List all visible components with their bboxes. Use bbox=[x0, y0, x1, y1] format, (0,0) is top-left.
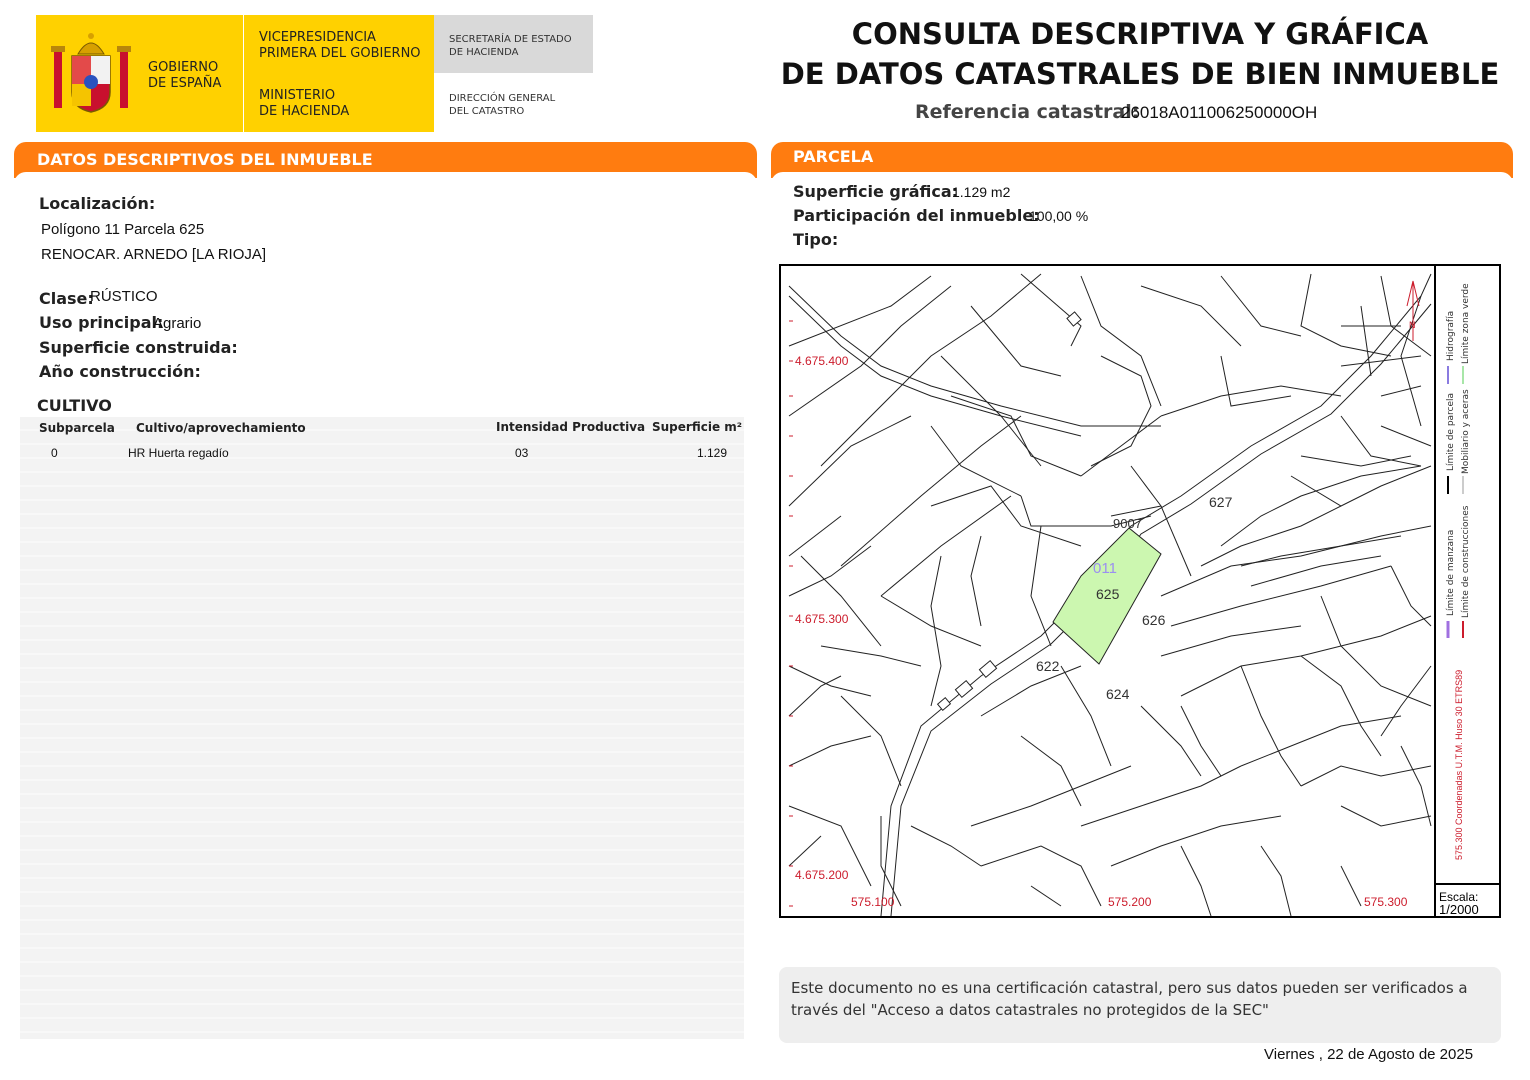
polygon-label: 011 bbox=[1093, 560, 1117, 577]
cadastral-map[interactable] bbox=[779, 264, 1501, 918]
location-line2: RENOCAR. ARNEDO [LA RIOJA] bbox=[41, 246, 267, 263]
location-line1: Polígono 11 Parcela 625 bbox=[41, 221, 205, 238]
class-label: Clase: bbox=[39, 289, 94, 308]
legend-limite-parcela: Límite de parcela bbox=[1446, 392, 1456, 471]
legend-zona-verde: Límite zona verde bbox=[1461, 283, 1471, 364]
area-label: Superficie gráfica: bbox=[793, 182, 959, 201]
legend-limite-manzana: Límite de manzana bbox=[1446, 529, 1456, 616]
table-header-cultivo: Cultivo/aprovechamiento bbox=[136, 421, 306, 435]
gobierno-label: GOBIERNO DE ESPAÑA bbox=[148, 60, 222, 91]
svg-text:N: N bbox=[1409, 320, 1416, 330]
share-label: Participación del inmueble: bbox=[793, 206, 1040, 225]
coat-of-arms-icon bbox=[48, 28, 134, 118]
table-cell-subparcela: 0 bbox=[51, 446, 58, 460]
coord-system-label: 575.300 Coordenadas U.T.M. Huso 30 ETRS89 bbox=[1454, 669, 1464, 860]
table-cell-superficie: 1.129 bbox=[697, 446, 728, 460]
legend-mobiliario: Mobiliario y aceras bbox=[1461, 389, 1471, 474]
page-title-line1: CONSULTA DESCRIPTIVA Y GRÁFICA bbox=[851, 17, 1429, 51]
descriptive-section-title: DATOS DESCRIPTIVOS DEL INMUEBLE bbox=[37, 150, 373, 169]
type-label: Tipo: bbox=[793, 230, 839, 249]
parcel-label: 627 bbox=[1209, 494, 1233, 510]
scale-value: 1/2000 bbox=[1439, 902, 1479, 917]
table-cell-cultivo: HR Huerta regadío bbox=[128, 446, 229, 460]
table-header-subparcela: Subparcela bbox=[39, 421, 115, 435]
parcel-label: 624 bbox=[1106, 686, 1130, 702]
direccion-catastro-label: DIRECCIÓN GENERAL DEL CATASTRO bbox=[449, 93, 556, 117]
table-header-superficie: Superficie m² bbox=[652, 420, 743, 434]
area-value: 1.129 m2 bbox=[952, 184, 1011, 200]
ministerio-label: MINISTERIO DE HACIENDA bbox=[259, 88, 350, 119]
ref-catastral-label: Referencia catastral: bbox=[915, 101, 1140, 123]
ref-catastral-value: 26018A011006250000OH bbox=[1121, 103, 1318, 122]
parcel-label: 622 bbox=[1036, 658, 1060, 674]
use-label: Uso principal: bbox=[39, 313, 164, 332]
logo-divider bbox=[243, 15, 244, 132]
document-date: Viernes , 22 de Agosto de 2025 bbox=[1264, 1046, 1474, 1063]
coord-x-label: 575.200 bbox=[1108, 895, 1152, 909]
coord-y-label: 4.675.200 bbox=[795, 868, 849, 882]
page-title-line2: DE DATOS CATASTRALES DE BIEN INMUEBLE bbox=[780, 57, 1500, 91]
class-value: RÚSTICO bbox=[90, 288, 158, 305]
coord-y-label: 4.675.300 bbox=[795, 612, 849, 626]
cultivo-table bbox=[20, 417, 744, 1039]
parcela-section-title: PARCELA bbox=[793, 147, 874, 166]
use-value: Agrario bbox=[153, 315, 202, 332]
table-header-intensidad: Intensidad Productiva bbox=[496, 420, 646, 434]
location-label: Localización: bbox=[39, 194, 156, 213]
share-value: 100,00 % bbox=[1029, 208, 1089, 224]
coord-x-label: 575.300 bbox=[1364, 895, 1408, 909]
parcel-label: 626 bbox=[1142, 612, 1166, 628]
scale-label: Escala: bbox=[1439, 890, 1479, 904]
legend-limite-construcciones: Límite de construcciones bbox=[1461, 505, 1471, 618]
secretaria-label: SECRETARÍA DE ESTADO DE HACIENDA bbox=[449, 34, 572, 58]
legend-hidrografia: Hidrografía bbox=[1446, 310, 1456, 361]
vicepresidencia-label: VICEPRESIDENCIA PRIMERA DEL GOBIERNO bbox=[259, 30, 421, 61]
cadastral-map-drawing bbox=[781, 266, 1499, 916]
parcel-label: 9007 bbox=[1113, 516, 1142, 531]
coord-y-label: 4.675.400 bbox=[795, 354, 849, 368]
year-label: Año construcción: bbox=[39, 362, 201, 381]
descriptive-section-header-edge bbox=[14, 172, 757, 184]
coord-x-label: 575.100 bbox=[851, 895, 895, 909]
parcel-label-selected[interactable]: 625 bbox=[1096, 586, 1120, 602]
built-area-label: Superficie construida: bbox=[39, 338, 238, 357]
disclaimer-note: Este documento no es una certificación catastral, pero sus datos pueden ser verificados a través del "Acceso a datos catastrales no protegidos de la SEC" bbox=[779, 967, 1501, 1043]
cultivo-title: CULTIVO bbox=[37, 396, 112, 415]
table-cell-intensidad: 03 bbox=[515, 446, 529, 460]
